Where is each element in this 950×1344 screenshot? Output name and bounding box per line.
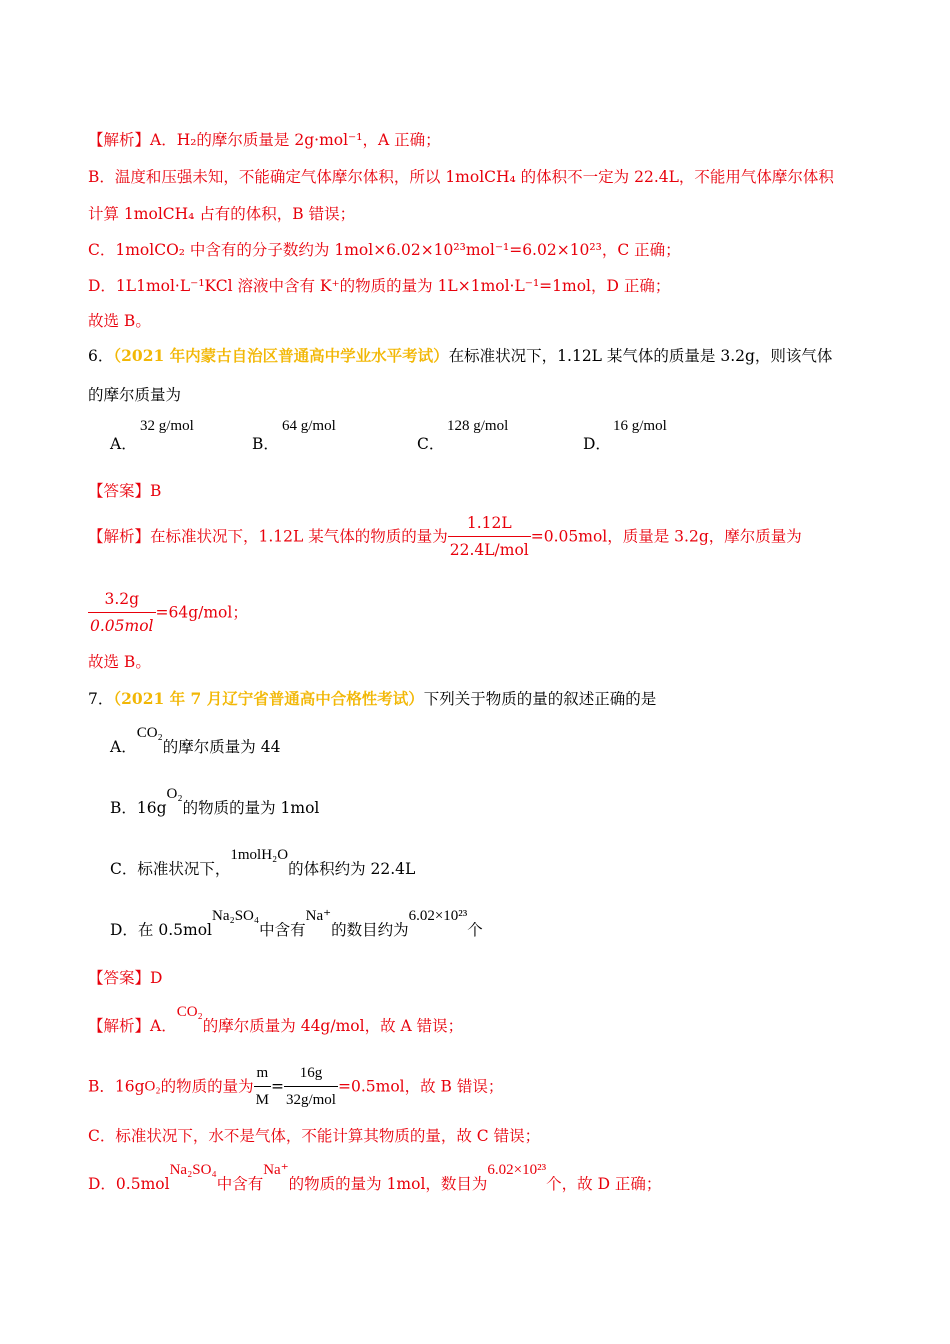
- formula: CO₂: [176, 1004, 203, 1020]
- option-letter: D．在 0.5mol: [110, 921, 212, 939]
- option-value: 32 g/mol: [140, 418, 194, 434]
- option-value: 16 g/mol: [613, 418, 667, 434]
- formula: O₂: [144, 1078, 161, 1095]
- question-number: 6．: [88, 347, 114, 365]
- explanation-line-a: 【解析】A．H₂的摩尔质量是 2g·mol⁻¹，A 正确；: [88, 131, 441, 149]
- question-source: （2021 年内蒙古自治区普通高中学业水平考试）: [113, 346, 449, 365]
- choice-line: 故选 B。: [88, 312, 151, 330]
- question-stem: 在标准状况下，1.12L 某气体的质量是 3.2g，则该气体: [448, 347, 833, 365]
- explanation-text: 【解析】A．: [88, 1017, 177, 1035]
- explanation-text: D．0.5mol: [88, 1175, 170, 1193]
- explanation-7-c: C．标准状况下，水不是气体，不能计算其物质的量，故 C 错误；: [88, 1127, 541, 1145]
- explanation-7-d: [88, 1162, 662, 1194]
- question-6-line2: 的摩尔质量为: [88, 386, 182, 404]
- option-letter: A．: [110, 738, 137, 756]
- explanation-line-c: C．1molCO₂ 中含有的分子数约为 1mol×6.02×10²³mol⁻¹=6.02×10²³，C 正确；: [88, 241, 681, 259]
- formula: Na₂SO₄: [212, 908, 260, 924]
- option-value: 128 g/mol: [447, 418, 509, 434]
- question-6-options: [110, 418, 730, 458]
- fraction-mass: [284, 1062, 338, 1111]
- explanation-text: B．16g: [88, 1077, 145, 1096]
- answer-7: 【答案】D: [88, 969, 163, 987]
- choice-6: 故选 B。: [88, 653, 151, 671]
- explanation-text: 【解析】在标准状况下，1.12L 某气体的物质的量为: [88, 527, 448, 546]
- q7-option-d[interactable]: [110, 908, 483, 940]
- option-letter: C．: [417, 435, 445, 453]
- explanation-7-b: [88, 1062, 503, 1111]
- explanation-text: =0.05mol，质量是 3.2g，摩尔质量为: [530, 527, 802, 546]
- q7-option-b[interactable]: [110, 786, 320, 818]
- formula: CO₂: [136, 725, 163, 741]
- explanation-text: 中含有: [216, 1175, 264, 1193]
- number: 6.02×10²³: [408, 908, 468, 924]
- fraction-numerator: 1.12L: [466, 514, 512, 532]
- formula: 1molH₂O: [230, 847, 289, 863]
- formula: O₂: [166, 786, 183, 802]
- option-text: 的体积约为 22.4L: [288, 860, 416, 878]
- explanation-line-b2: 计算 1molCH₄ 占有的体积，B 错误；: [88, 205, 356, 223]
- formula: Na⁺: [263, 1162, 289, 1178]
- fraction-denominator: 22.4L/mol: [448, 536, 531, 561]
- question-6-line1: [88, 346, 832, 366]
- explanation-text: 的物质的量为 1mol，数目为: [288, 1175, 488, 1193]
- fraction-denominator: M: [254, 1086, 271, 1111]
- option-text: 的摩尔质量为 44: [162, 738, 281, 756]
- question-stem: 下列关于物质的量的叙述正确的是: [423, 690, 657, 708]
- explanation-line-b1: B．温度和压强未知，不能确定气体摩尔体积，所以 1molCH₄ 的体积不一定为 22.4L，不能用气体摩尔体积: [88, 168, 834, 186]
- explanation-text: 的物质的量为: [160, 1077, 254, 1096]
- explanation-6-line2: [88, 588, 248, 637]
- option-letter: A．: [110, 435, 137, 453]
- fraction-m-over-m: [254, 1062, 271, 1111]
- question-7-line1: [88, 689, 656, 709]
- explanation-result: =0.5mol，故 B 错误；: [337, 1077, 504, 1096]
- option-letter: C．标准状况下，: [110, 860, 231, 878]
- option-text: 的物质的量为 1mol: [182, 799, 320, 817]
- explanation-line-d: D．1L1mol·L⁻¹KCl 溶液中含有 K⁺的物质的量为 1L×1mol·L⁻¹=1mol，D 正确；: [88, 277, 671, 295]
- question-number: 7．: [88, 690, 114, 708]
- explanation-text: 的摩尔质量为 44g/mol，故 A 错误；: [202, 1017, 464, 1035]
- option-text: 个: [467, 921, 483, 939]
- fraction-denominator: 0.05mol: [88, 612, 156, 637]
- question-source: （2021 年 7 月辽宁省普通高中合格性考试）: [113, 689, 424, 708]
- fraction-mass: [88, 588, 156, 637]
- number: 6.02×10²³: [487, 1162, 547, 1178]
- explanation-6-line1: [88, 512, 802, 561]
- fraction-numerator: 3.2g: [104, 590, 140, 608]
- formula: Na₂SO₄: [169, 1162, 217, 1178]
- fraction-numerator: m: [256, 1065, 269, 1081]
- answer-6: 【答案】B: [88, 482, 162, 500]
- option-letter: D．: [583, 435, 611, 453]
- formula: Na⁺: [305, 908, 332, 924]
- explanation-7-a: [88, 1004, 464, 1036]
- option-text: 的数目约为: [331, 921, 409, 939]
- option-letter: B．16g: [110, 799, 167, 817]
- fraction-numerator: 16g: [299, 1065, 323, 1081]
- option-letter: B．: [252, 435, 279, 453]
- fraction-denominator: 32g/mol: [284, 1086, 338, 1111]
- equals-sign: =: [270, 1077, 284, 1096]
- q7-option-c[interactable]: [110, 847, 416, 879]
- explanation-text: 个，故 D 正确；: [546, 1175, 662, 1193]
- option-value: 64 g/mol: [282, 418, 336, 434]
- explanation-result: =64g/mol；: [155, 603, 248, 622]
- option-text: 中含有: [259, 921, 306, 939]
- q7-option-a[interactable]: [110, 725, 281, 757]
- fraction-volume: [448, 512, 531, 561]
